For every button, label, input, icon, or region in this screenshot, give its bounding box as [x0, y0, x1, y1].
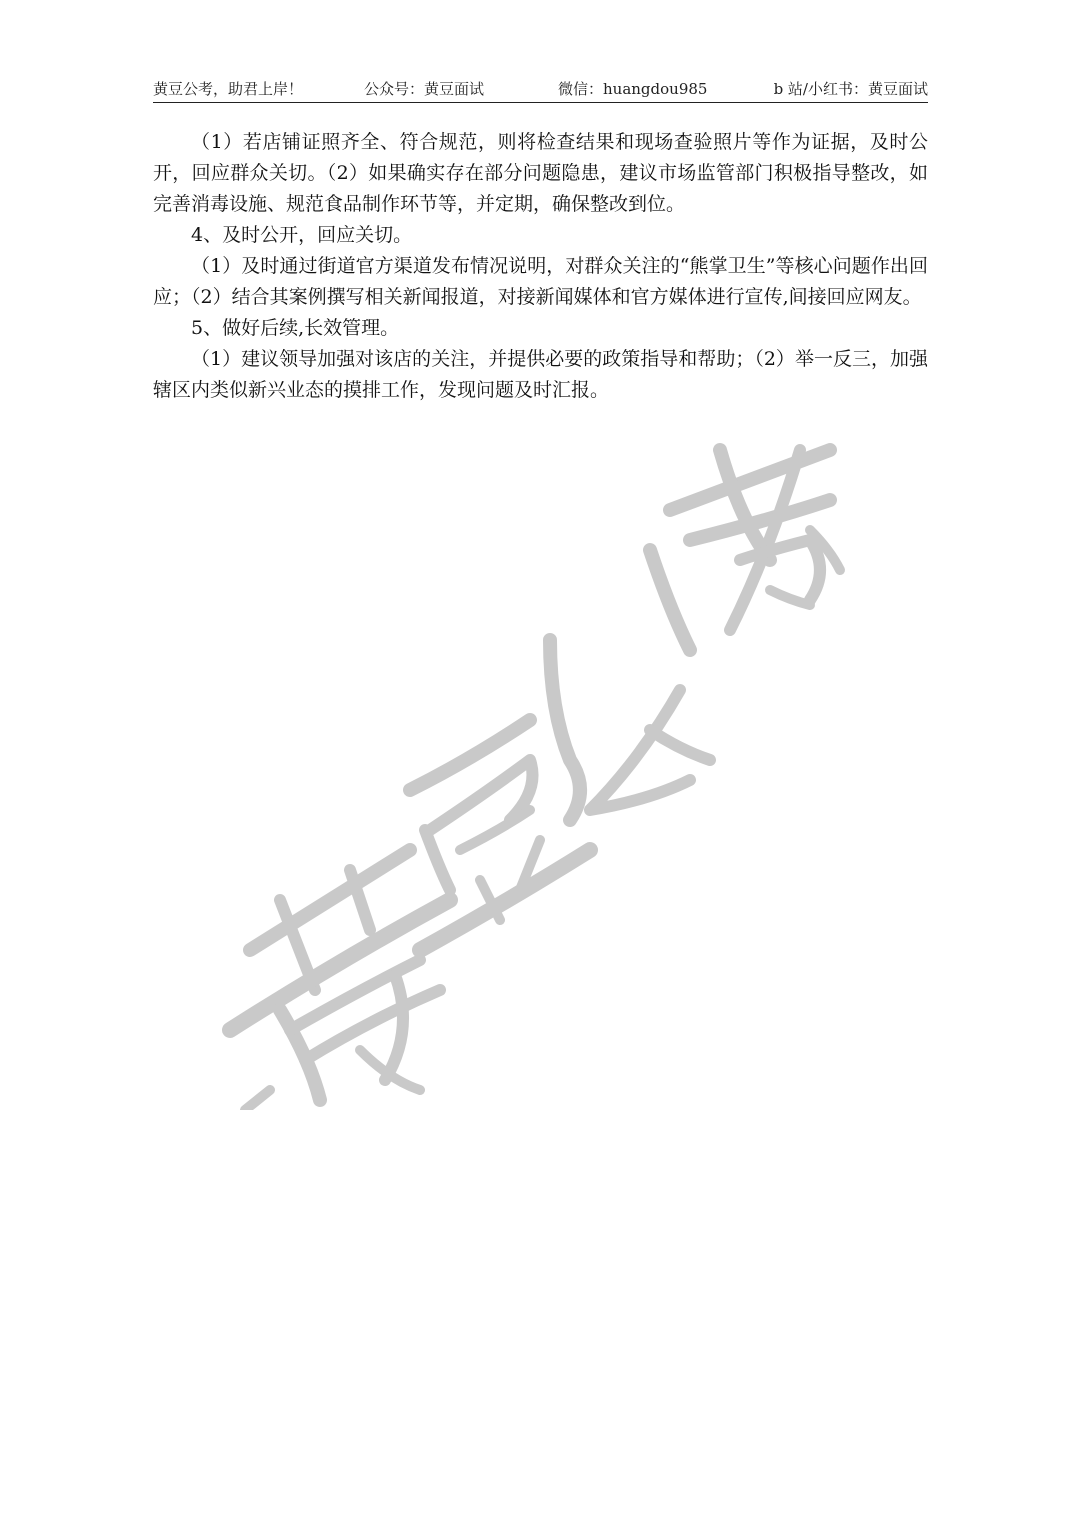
header-wechat: 微信：huangdou985	[558, 80, 708, 98]
paragraph-disclosure-details: （1）及时通过街道官方渠道发布情况说明，对群众关注的“熊掌卫生”等核心问题作出回应；（2）结合其案例撰写相关新闻报道，对接新闻媒体和官方媒体进行宣传,间接回应网友。	[153, 255, 928, 308]
paragraph-follow-up-details: （1）建议领导加强对该店的关注，并提供必要的政策指导和帮助；（2）举一反三，加强辖区内类似新兴业态的摸排工作，发现问题及时汇报。	[153, 348, 928, 401]
header-official-account: 公众号：黄豆面试	[364, 80, 485, 98]
heading-follow-up: 5、做好后续,长效管理。	[191, 317, 400, 339]
page-header	[153, 76, 928, 103]
watermark-calligraphy	[210, 430, 850, 1110]
header-slogan: 黄豆公考，助君上岸！	[153, 80, 304, 98]
paragraph-inspection-result: （1）若店铺证照齐全、符合规范，则将检查结果和现场查验照片等作为证据，及时公开，回应群众关切。（2）如果确实存在部分问题隐患，建议市场监管部门积极指导整改，如完善消毒设施、规范食品制作环节等，并定期，确保整改到位。	[153, 131, 928, 215]
document-body	[153, 127, 928, 406]
heading-timely-disclosure: 4、及时公开，回应关切。	[191, 224, 413, 246]
header-social: b 站/小红书：黄豆面试	[773, 80, 928, 98]
